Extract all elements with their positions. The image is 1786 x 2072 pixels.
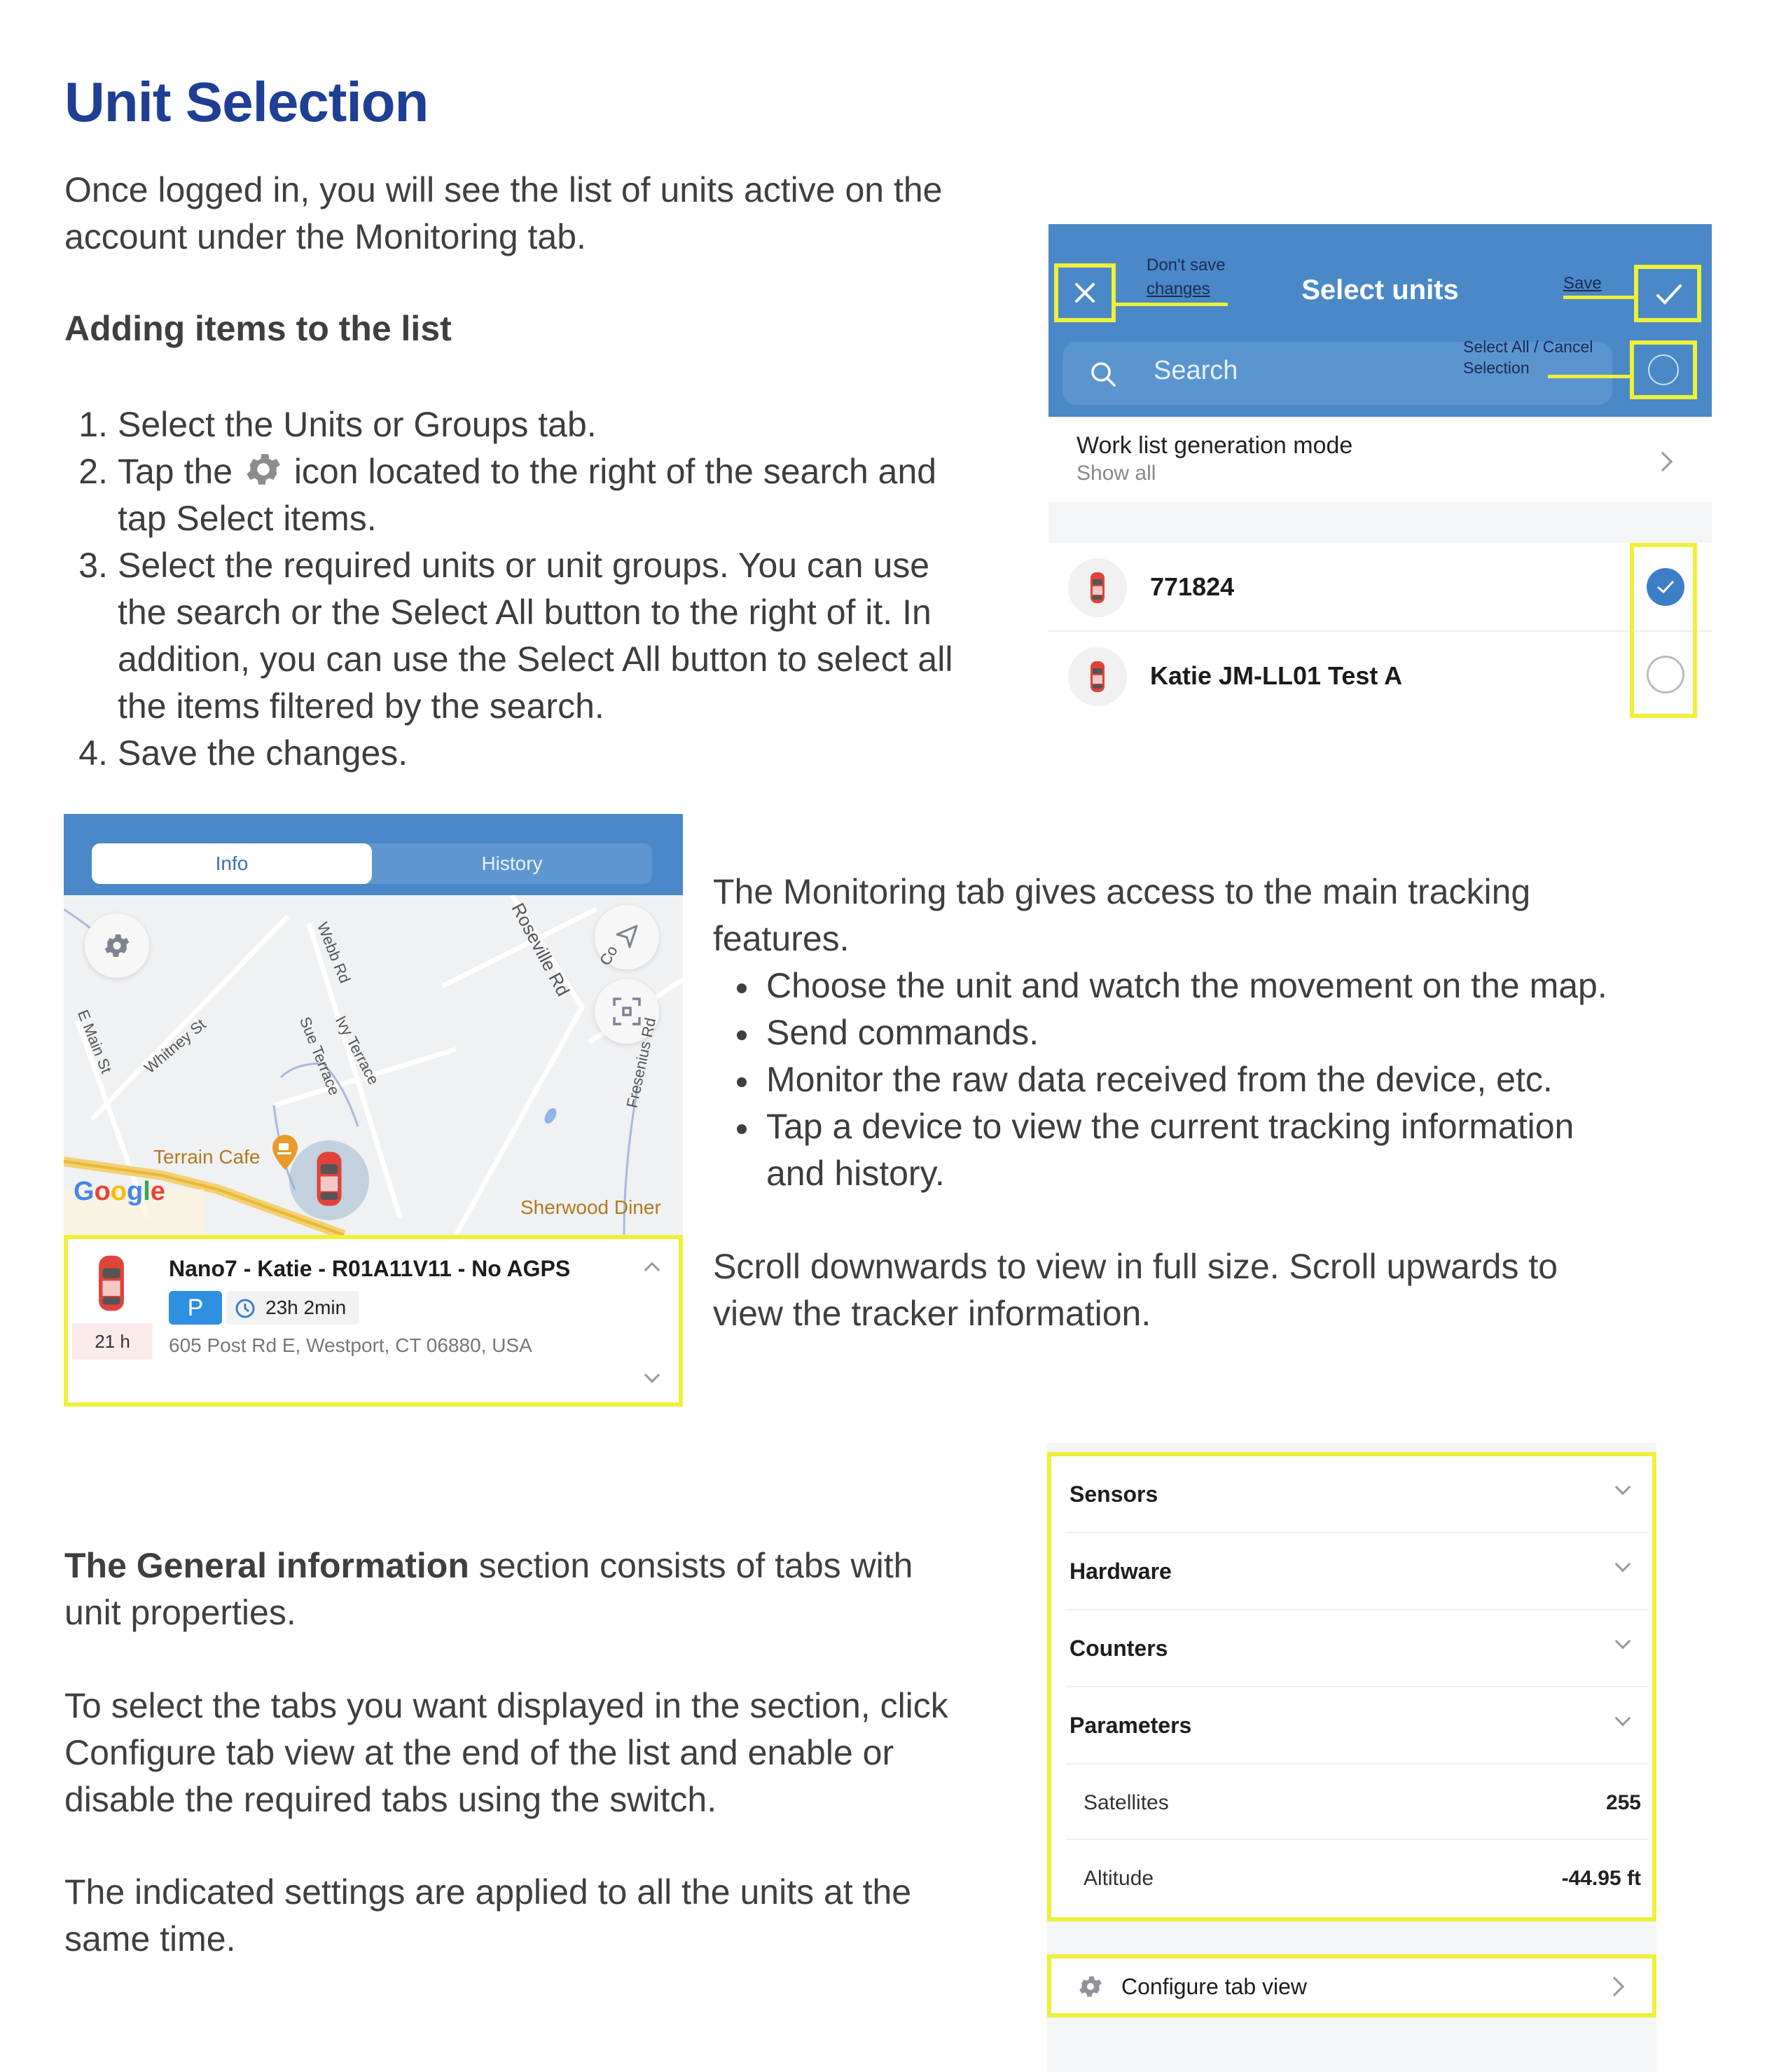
select-units-screenshot bbox=[1048, 224, 1712, 721]
unit-row[interactable] bbox=[1048, 543, 1712, 630]
intro-text: Once logged in, you will see the list of units active on the account under the Monitoring tab. bbox=[64, 170, 943, 256]
gear-icon bbox=[1077, 1973, 1105, 2001]
road-label: Co bbox=[596, 942, 621, 969]
step-3: 3. Select the required units or unit groups. You can use the search or the Select All button to the right of it. In addition, you can use the Select All button to select all the items filtered by the search. bbox=[78, 546, 953, 726]
select-units-header bbox=[1048, 224, 1712, 417]
parameter-row: Altitude -44.95 ft bbox=[1084, 1867, 1641, 1890]
work-list-mode-title: Work list generation mode bbox=[1077, 432, 1353, 459]
car-icon bbox=[314, 1149, 344, 1209]
poi-label: Terrain Cafe bbox=[153, 1146, 261, 1168]
configure-instructions: To select the tabs you want displayed in the section, click Configure tab view at the end of the list and enable or disable the required tabs using the switch. bbox=[64, 1686, 948, 1819]
unit-info-card[interactable] bbox=[64, 1235, 683, 1407]
monitoring-features-list bbox=[713, 962, 1764, 1197]
chevron-down-icon bbox=[1615, 1556, 1631, 1573]
info-history-segmented-control bbox=[92, 843, 652, 884]
chevron-right-icon bbox=[1653, 452, 1673, 471]
monitoring-header bbox=[64, 814, 683, 895]
tab-history[interactable]: History bbox=[481, 852, 543, 874]
car-icon bbox=[1068, 558, 1127, 617]
road-label: Whitney St bbox=[141, 1015, 209, 1077]
tab-sensors[interactable]: Sensors bbox=[1065, 1456, 1648, 1533]
gear-icon bbox=[242, 448, 284, 490]
chevron-right-icon bbox=[1605, 1977, 1624, 1996]
map-view[interactable] bbox=[64, 895, 683, 1235]
page-title: Unit Selection bbox=[64, 71, 429, 133]
parking-duration: 23h 2min bbox=[226, 1291, 359, 1325]
parameter-row: Satellites 255 bbox=[1065, 1764, 1648, 1840]
car-icon bbox=[1068, 647, 1127, 706]
select-all-radio-icon bbox=[1648, 354, 1679, 385]
chevron-down-icon bbox=[1615, 1479, 1631, 1496]
navigation-arrow-icon bbox=[613, 922, 641, 950]
general-info-screenshot bbox=[1047, 1443, 1656, 2072]
configure-tab-view-button[interactable]: Configure tab view bbox=[1047, 1954, 1656, 2017]
map-settings-button[interactable] bbox=[85, 913, 149, 978]
tab-counters[interactable]: Counters bbox=[1065, 1610, 1648, 1687]
steps-list bbox=[64, 401, 1031, 777]
tab-hardware[interactable]: Hardware bbox=[1065, 1533, 1648, 1610]
road-label: Ivy Terrace bbox=[331, 1013, 383, 1088]
annotation-dont-save: Don't save changes bbox=[1147, 256, 1226, 298]
unit-name: Nano7 - Katie - R01A11V11 - No AGPS bbox=[169, 1256, 571, 1281]
checkmark-icon bbox=[1655, 282, 1683, 307]
unit-list bbox=[1048, 543, 1712, 721]
feature-item: Send commands. bbox=[713, 1009, 1764, 1056]
general-info-tabs-highlight bbox=[1047, 1452, 1656, 1921]
step-1: 1. Select the Units or Groups tab. bbox=[78, 405, 597, 444]
work-list-mode-value: Show all bbox=[1077, 462, 1156, 485]
select-units-title: Select units bbox=[1301, 275, 1459, 305]
close-button[interactable] bbox=[1054, 263, 1116, 322]
clock-icon bbox=[235, 1298, 256, 1319]
road-label: Roseville Rd bbox=[507, 899, 574, 1000]
annotation-line bbox=[1116, 303, 1228, 306]
google-attribution: Google bbox=[74, 1177, 165, 1206]
road-label: Sue Terrace bbox=[296, 1014, 344, 1098]
feature-item: Tap a device to view the current tracking information and history. bbox=[713, 1103, 1764, 1197]
tab-info[interactable]: Info bbox=[92, 843, 372, 884]
unit-name: 771824 bbox=[1150, 572, 1235, 601]
focus-frame-icon bbox=[611, 996, 642, 1027]
feature-item: Choose the unit and watch the movement on the map. bbox=[713, 962, 1764, 1009]
annotation-line bbox=[1548, 375, 1631, 378]
unit-name: Katie JM-LL01 Test A bbox=[1150, 661, 1403, 690]
close-icon bbox=[1072, 280, 1098, 305]
feature-item: Monitor the raw data received from the device, etc. bbox=[713, 1056, 1764, 1103]
annotation-save: Save bbox=[1563, 274, 1602, 293]
road-label: Webb Rd bbox=[313, 920, 354, 986]
annotation-select-all: Select All / Cancel Selection bbox=[1463, 338, 1593, 377]
gear-icon bbox=[102, 930, 132, 961]
monitoring-intro: The Monitoring tab gives access to the main tracking features. bbox=[713, 872, 1531, 958]
car-icon bbox=[96, 1253, 127, 1313]
adding-items-heading: Adding items to the list bbox=[64, 309, 452, 348]
work-list-mode-row[interactable] bbox=[1048, 418, 1712, 502]
search-icon bbox=[1089, 360, 1117, 388]
search-placeholder: Search bbox=[1154, 356, 1238, 385]
road-label: E Main St bbox=[74, 1007, 116, 1076]
road-label: Fresenius Rd bbox=[623, 1016, 660, 1110]
parking-status-badge: P bbox=[169, 1291, 222, 1325]
step-4: 4. Save the changes. bbox=[78, 733, 408, 773]
poi-label: Sherwood Diner bbox=[520, 1196, 661, 1218]
select-all-button[interactable] bbox=[1630, 340, 1697, 399]
chevron-down-icon bbox=[1615, 1634, 1631, 1650]
tab-parameters[interactable]: Parameters bbox=[1065, 1687, 1648, 1764]
settings-note: The indicated settings are applied to all the units at the same time. bbox=[64, 1872, 912, 1959]
unit-address: 605 Post Rd E, Westport, CT 06880, USA bbox=[169, 1334, 532, 1356]
save-button[interactable] bbox=[1634, 265, 1701, 322]
chevron-up-icon[interactable] bbox=[644, 1262, 660, 1278]
unit-row[interactable] bbox=[1048, 630, 1712, 718]
annotation-line bbox=[1563, 296, 1635, 299]
unit-marker[interactable] bbox=[289, 1140, 369, 1220]
step-2: 2. Tap the icon located to the right of the search and tap Select items. bbox=[64, 448, 1031, 542]
monitoring-screenshot bbox=[64, 814, 683, 1408]
chevron-down-icon bbox=[1615, 1711, 1631, 1727]
general-info-intro: The General information section consists of tabs with unit properties. bbox=[64, 1546, 913, 1632]
last-message-age: 21 h bbox=[72, 1323, 153, 1360]
scroll-instructions: Scroll downwards to view in full size. Scroll upwards to view the tracker information. bbox=[713, 1247, 1558, 1333]
chevron-down-icon[interactable] bbox=[644, 1367, 660, 1383]
checkbox-highlight bbox=[1630, 543, 1697, 718]
